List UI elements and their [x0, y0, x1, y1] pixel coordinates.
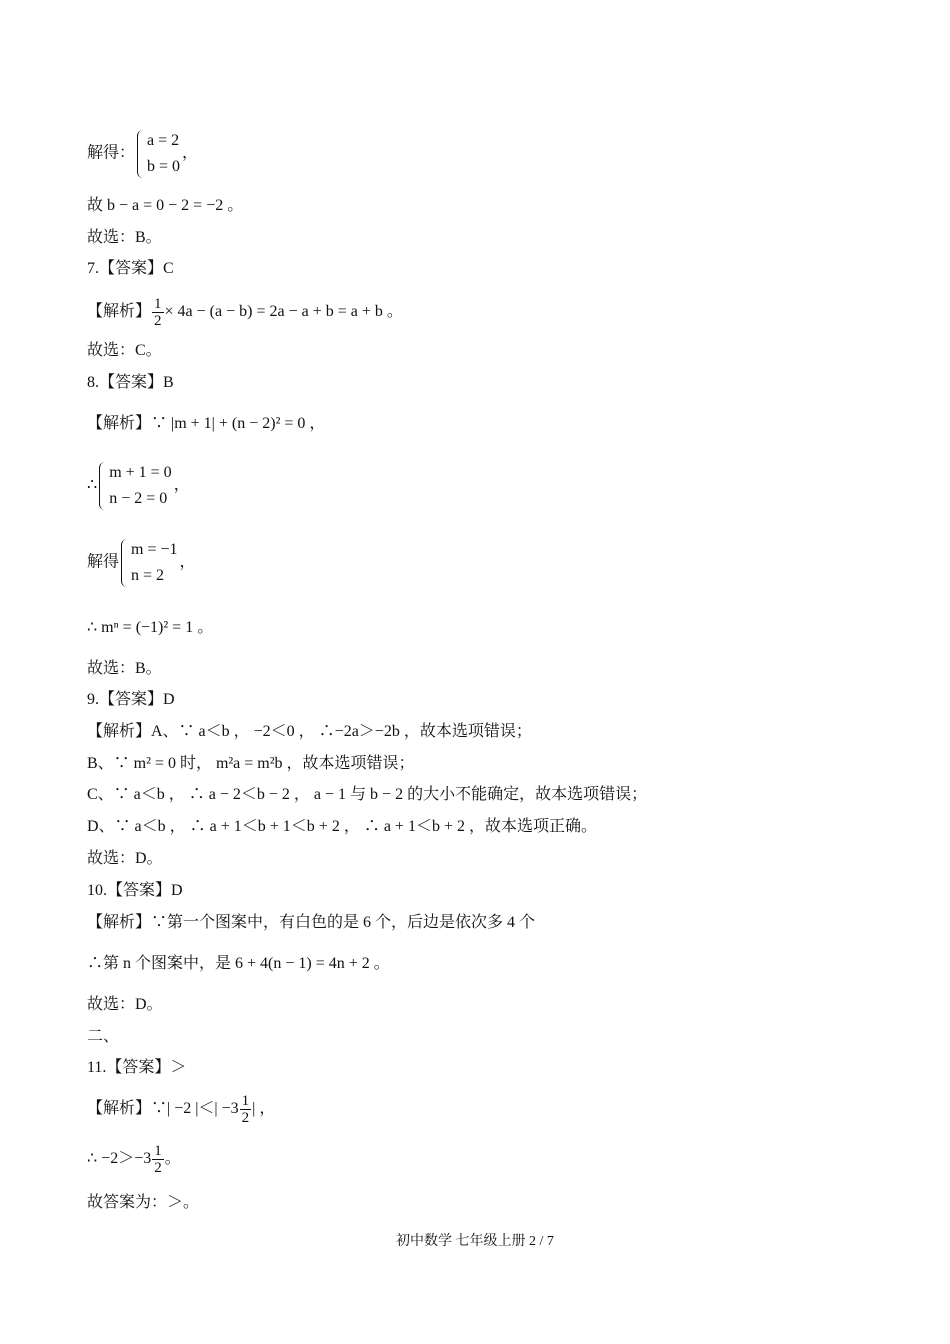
equation-system [99, 460, 172, 512]
equation: n = 2 [131, 567, 165, 584]
analysis-line: ∴第 n 个图案中，是 6 + 4(n − 1) = 4n + 2 。 [87, 955, 390, 972]
answer-heading: 8.【答案】B [87, 374, 174, 391]
text: ， [173, 476, 190, 494]
analysis-line: D、∵ a＜b ， ∴ a + 1＜b + 1＜b + 2 ， ∴ a + 1＜b + 2 ，故本选项正确。 [87, 818, 597, 835]
answer-heading: 7.【答案】C [87, 260, 174, 277]
analysis-line: 【解析】∵第一个图案中，有白色的是 6 个，后边是依次多 4 个 [87, 914, 536, 931]
fraction [152, 1143, 164, 1176]
text: 【解析】∵| −2 |＜| −3 [87, 1100, 239, 1118]
choice-line: 故选：B。 [87, 229, 162, 246]
analysis-line: ∴ mⁿ = (−1)² = 1 。 [87, 619, 214, 636]
choice-line: 故选：C。 [87, 342, 162, 359]
system-line [87, 537, 196, 589]
numerator: 1 [241, 1093, 250, 1109]
choice-line: 故选：D。 [87, 850, 163, 867]
fraction [240, 1093, 252, 1126]
answer-heading: 11.【答案】＞ [87, 1059, 187, 1076]
solution-line: 故 b − a = 0 − 2 = −2 。 [87, 197, 244, 214]
analysis-line: B、∵ m² = 0 时， m²a = m²b ，故本选项错误； [87, 755, 415, 772]
denominator: 2 [154, 313, 162, 329]
text: × 4a − (a − b) = 2a − a + b = a + b 。 [164, 303, 403, 321]
text: ， [179, 553, 196, 571]
text: ， [182, 144, 199, 162]
equation: n − 2 = 0 [109, 490, 168, 507]
equation-system [137, 128, 180, 180]
text: 解得： [87, 144, 136, 162]
numerator: 1 [154, 296, 162, 312]
equation: a = 2 [147, 132, 180, 149]
answer-heading: 9.【答案】D [87, 691, 175, 708]
text: | ， [252, 1100, 276, 1118]
equation: b = 0 [147, 158, 181, 175]
equation: m + 1 = 0 [109, 464, 172, 481]
solution-line [87, 128, 198, 180]
page-footer: 初中数学 七年级上册 2 / 7 [396, 1234, 554, 1249]
text: 。 [164, 1150, 181, 1168]
choice-line: 故选：D。 [87, 996, 163, 1013]
text: 【解析】 [87, 303, 152, 321]
choice-line: 故选：B。 [87, 660, 162, 677]
analysis-line [87, 296, 403, 329]
choice-line: 故答案为：＞。 [87, 1194, 200, 1211]
text: ∴ −2＞−3 [87, 1150, 152, 1168]
fraction [152, 296, 164, 329]
analysis-line [87, 1143, 181, 1176]
denominator: 2 [154, 1160, 162, 1176]
analysis-line [87, 1093, 275, 1126]
numerator: 1 [154, 1143, 162, 1159]
analysis-line: 【解析】∵ |m + 1| + (n − 2)² = 0 ， [87, 415, 326, 432]
text: 解得 [87, 553, 120, 571]
analysis-line: 【解析】A、∵ a＜b ， −2＜0 ， ∴−2a＞−2b ，故本选项错误； [87, 723, 532, 740]
analysis-line: C、∵ a＜b ， ∴ a − 2＜b − 2 ， a − 1 与 b − 2 的大小不能确定，故本选项错误； [87, 786, 648, 803]
answer-heading: 10.【答案】D [87, 882, 183, 899]
system-line [87, 460, 190, 512]
equation-system [121, 537, 178, 589]
text: ∴ [87, 476, 98, 494]
equation: m = −1 [131, 541, 178, 558]
denominator: 2 [241, 1110, 250, 1126]
section-heading: 二、 [87, 1028, 120, 1045]
